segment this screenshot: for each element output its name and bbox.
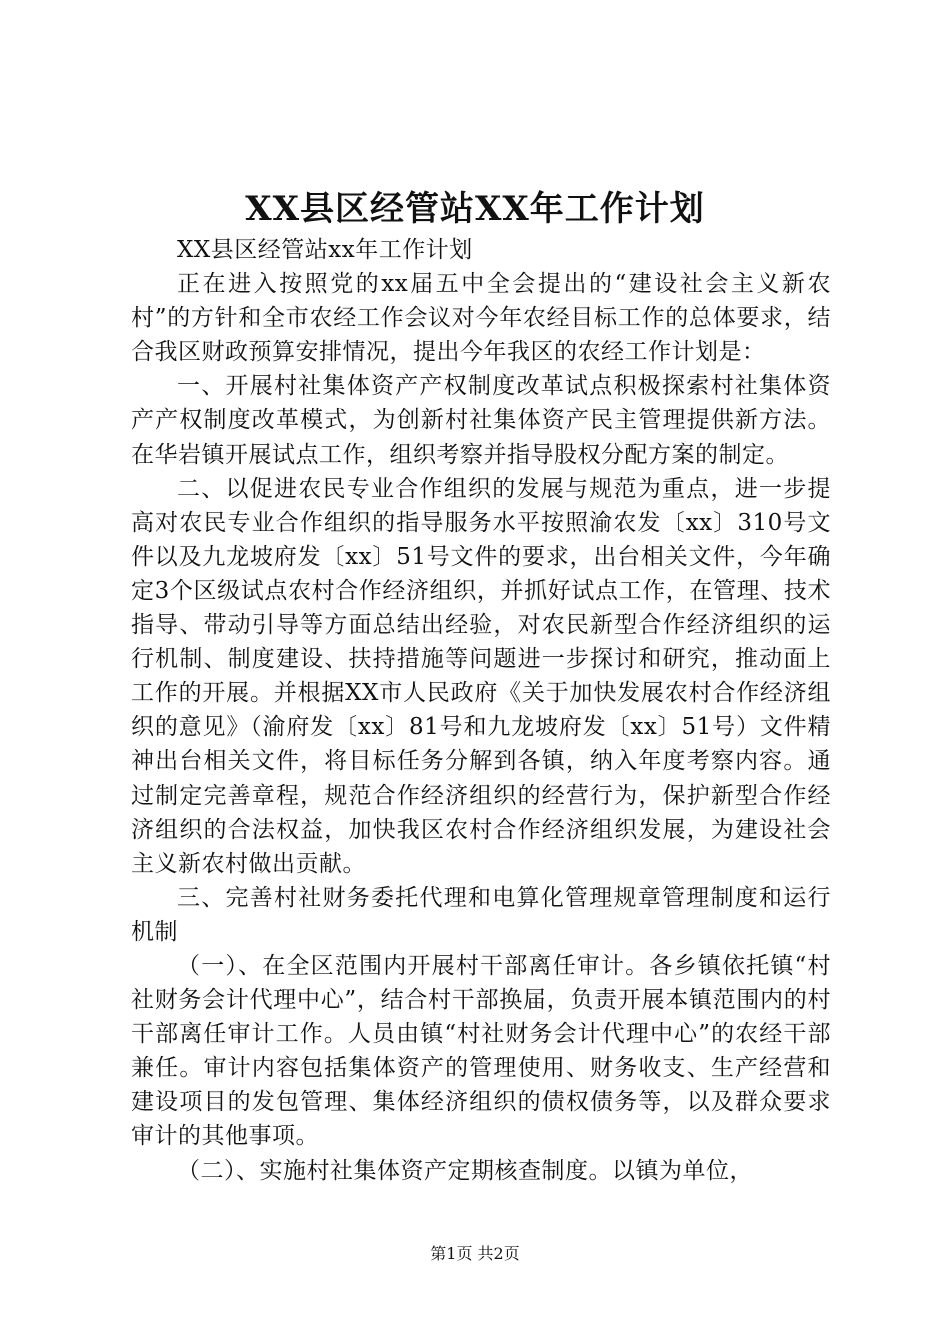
paragraph-subtitle: XX县区经管站xx年工作计划	[177, 237, 473, 263]
paragraph-section-1: 一、开展村社集体资产产权制度改革试点积极探索村社集体资产产权制度改革模式，为创新村社集体资产民主管理提供新方法。在华岩镇开展试点工作，组织考察并指导股权分配方案的制定。	[131, 373, 831, 468]
document-title: XX县区经管站XX年工作计划	[245, 189, 705, 229]
paragraph-intro: 正在进入按照党的xx届五中全会提出的“建设社会主义新农村”的方针和全市农经工作会议对今年农经目标工作的总体要求，结合我区财政预算安排情况，提出今年我区的农经工作计划是：	[131, 271, 831, 366]
paragraph-subsection-2: （二）、实施村社集体资产定期核查制度。以镇为单位，	[177, 1157, 753, 1184]
paragraph-subsection-1: （一）、在全区范围内开展村干部离任审计。各乡镇依托镇“村社财务会计代理中心”，结合村干部换届，负责开展本镇范围内的村干部离任审计工作。人员由镇“村社财务会计代理中心”的农经干部兼任。审计内容包括集体资产的管理使用、财务收支、生产经营和建设项目的发包管理、集体经济组织的债权债务等，以及群众要求审计的其他事项。	[131, 952, 831, 1150]
paragraph-section-3: 三、完善村社财务委托代理和电算化管理规章管理制度和运行机制	[131, 884, 831, 945]
page-footer: 第1页 共2页	[430, 1244, 520, 1263]
paragraph-section-2: 二、以促进农民专业合作组织的发展与规范为重点，进一步提高对农民专业合作组织的指导服务水平按照渝农发〔xx〕310号文件以及九龙坡府发〔xx〕51号文件的要求，出台相关文件，今年确定3个区级试点农村合作经济组织，并抓好试点工作，在管理、技术指导、带动引导等方面总结出经验，对农民新型合作经济组织的运行机制、制度建设、扶持措施等问题进一步探讨和研究，推动面上工作的开展。并根据XX市人民政府《关于加快发展农村合作经济组织的意见》（渝府发〔xx〕81号和九龙坡府发〔xx〕51号）文件精神出台相关文件，将目标任务分解到各镇，纳入年度考察内容。通过制定完善章程，规范合作经济组织的经营行为，保护新型合作经济组织的合法权益，加快我区农村合作经济组织发展，为建设社会主义新农村做出贡献。	[131, 475, 831, 877]
document-body	[131, 233, 831, 1188]
